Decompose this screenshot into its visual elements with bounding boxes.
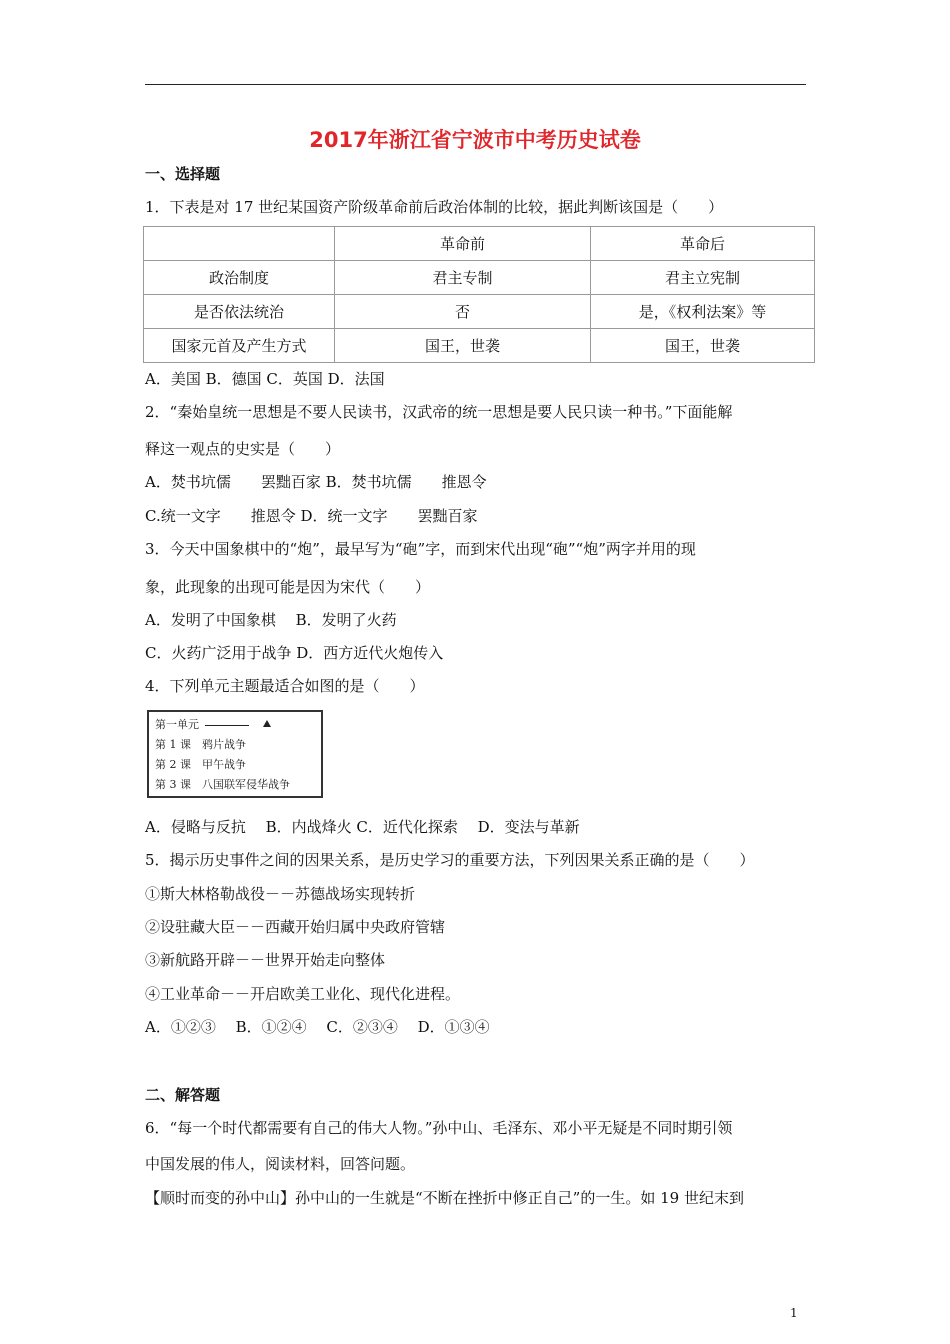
q3-stem-line1: 3．今天中国象棋中的“炮”，最早写为“砲”字，而到宋代出现“砲”“炮”两字并用的现 [145,540,696,558]
table-header-row [144,227,815,261]
header-rule [145,84,806,85]
figure-lesson: 第 3 课 八国联军侵华战争 [155,778,290,791]
table-cell: 是，《权利法案》等 [591,295,815,329]
q1-stem: 1．下表是对 17 世纪某国资产阶级革命前后政治体制的比较，据此判断该国是（ ） [145,198,724,216]
table-cell: 君主立宪制 [591,261,815,295]
figure-unit-line [155,715,315,735]
q5-item-3: ③新航路开辟－－世界开始走向整体 [145,951,386,969]
table-cell: 国王，世袭 [591,329,815,363]
q5-stem: 5．揭示历史事件之间的因果关系，是历史学习的重要方法，下列因果关系正确的是（ ） [145,851,755,869]
table-cell: 革命前 [335,227,591,261]
table-cell: 君主专制 [335,261,591,295]
q6-line1: 6．“每一个时代都需要有自己的伟大人物。”孙中山、毛泽东、邓小平无疑是不同时期引领 [145,1119,733,1137]
q5-options: A．①②③ B．①②④ C．②③④ D．①③④ [145,1018,490,1036]
exam-title: 2017年浙江省宁波市中考历史试卷 [309,128,641,152]
q2-stem-line1: 2．“秦始皇统一思想是不要人民读书，汉武帝的统一思想是要人民只读一种书。”下面能解 [145,403,733,421]
q1-comparison-table [143,226,815,363]
figure-unit-title: 第一单元 [155,718,199,731]
table-row [144,295,815,329]
q3-stem-line2: 象，此现象的出现可能是因为宋代（ ） [145,578,431,596]
q4-unit-figure [147,710,323,798]
triangle-icon [263,720,271,727]
table-cell: 革命后 [591,227,815,261]
blank-underline [205,715,249,726]
table-cell: 国家元首及产生方式 [144,329,335,363]
q1-options: A．美国 B．德国 C．英国 D．法国 [145,370,385,388]
section-answer-heading: 二、解答题 [145,1086,221,1104]
q2-options-line1: A．焚书坑儒 罢黜百家 B．焚书坑儒 推恩令 [145,473,487,491]
q3-options-line2: C．火药广泛用于战争 D．西方近代火炮传入 [145,644,444,662]
figure-lesson: 第 1 课 鸦片战争 [155,738,246,751]
section-choice-heading: 一、选择题 [145,165,221,183]
table-cell: 是否依法统治 [144,295,335,329]
table-row [144,261,815,295]
page-number: 1 [790,1306,798,1320]
q6-line3: 【顺时而变的孙中山】孙中山的一生就是“不断在挫折中修正自己”的一生。如 19 世纪末到 [145,1189,744,1207]
table-cell: 否 [335,295,591,329]
table-row [144,329,815,363]
q6-line2: 中国发展的伟人，阅读材料，回答问题。 [145,1155,416,1173]
q5-item-1: ①斯大林格勒战役－－苏德战场实现转折 [145,885,416,903]
q4-stem: 4．下列单元主题最适合如图的是（ ） [145,677,425,695]
q2-options-line2: C.统一文字 推恩令 D．统一文字 罢黜百家 [145,507,478,525]
q2-stem-line2: 释这一观点的史实是（ ） [145,440,341,458]
q5-item-4: ④工业革命－－开启欧美工业化、现代化进程。 [145,985,461,1003]
figure-lesson: 第 2 课 甲午战争 [155,758,246,771]
q5-item-2: ②设驻藏大臣－－西藏开始归属中央政府管辖 [145,918,446,936]
table-cell: 国王，世袭 [335,329,591,363]
q4-options: A．侵略与反抗 B．内战烽火 C．近代化探索 D．变法与革新 [145,818,580,836]
table-cell: 政治制度 [144,261,335,295]
q3-options-line1: A．发明了中国象棋 B．发明了火药 [145,611,397,629]
table-cell [144,227,335,261]
